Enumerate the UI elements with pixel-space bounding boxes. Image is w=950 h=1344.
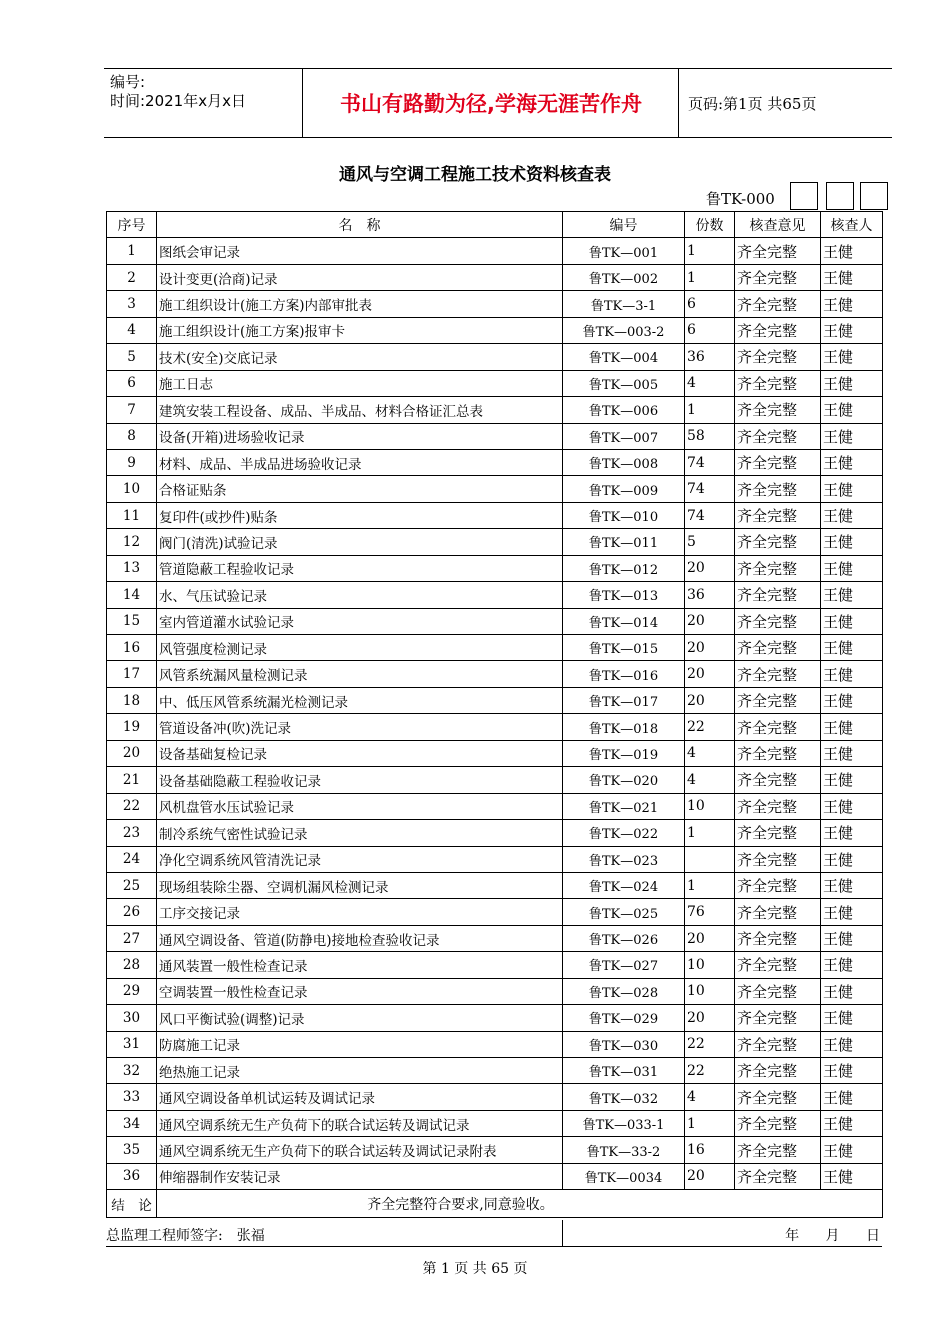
row-copies: 10 <box>685 793 735 819</box>
row-checker: 王健 <box>821 635 883 661</box>
row-copies: 76 <box>685 899 735 925</box>
row-checker: 王健 <box>821 423 883 449</box>
row-index: 17 <box>107 661 157 687</box>
table-row <box>107 264 883 290</box>
row-copies <box>685 846 735 872</box>
row-opinion: 齐全完整 <box>735 317 821 343</box>
row-name: 通风装置一般性检查记录 <box>157 952 563 978</box>
row-checker: 王健 <box>821 238 883 264</box>
row-name: 阀门(清洗)试验记录 <box>157 529 563 555</box>
header-motto: 书山有路勤为径,学海无涯苦作舟 <box>340 92 642 116</box>
table-row <box>107 978 883 1004</box>
row-code: 鲁TK—032 <box>563 1084 685 1110</box>
row-name: 风机盘管水压试验记录 <box>157 793 563 819</box>
table-row <box>107 1058 883 1084</box>
row-code: 鲁TK—010 <box>563 502 685 528</box>
row-index: 25 <box>107 872 157 898</box>
row-index: 28 <box>107 952 157 978</box>
row-index: 21 <box>107 767 157 793</box>
row-name: 室内管道灌水试验记录 <box>157 608 563 634</box>
signature-row <box>106 1220 882 1247</box>
row-name: 设计变更(洽商)记录 <box>157 264 563 290</box>
row-opinion: 齐全完整 <box>735 820 821 846</box>
row-code: 鲁TK—002 <box>563 264 685 290</box>
row-checker: 王健 <box>821 1110 883 1136</box>
document-header <box>104 68 892 138</box>
table-row <box>107 714 883 740</box>
row-index: 30 <box>107 1005 157 1031</box>
row-copies: 22 <box>685 1058 735 1084</box>
row-copies: 6 <box>685 291 735 317</box>
row-name: 图纸会审记录 <box>157 238 563 264</box>
row-copies: 36 <box>685 344 735 370</box>
row-copies: 1 <box>685 872 735 898</box>
row-checker: 王健 <box>821 370 883 396</box>
row-index: 22 <box>107 793 157 819</box>
table-row <box>107 397 883 423</box>
row-code: 鲁TK—015 <box>563 635 685 661</box>
row-opinion: 齐全完整 <box>735 952 821 978</box>
row-code: 鲁TK—3-1 <box>563 291 685 317</box>
row-code: 鲁TK—009 <box>563 476 685 502</box>
row-name: 设备(开箱)进场验收记录 <box>157 423 563 449</box>
row-copies: 1 <box>685 397 735 423</box>
row-copies: 5 <box>685 529 735 555</box>
row-name: 合格证贴条 <box>157 476 563 502</box>
row-index: 36 <box>107 1163 157 1189</box>
row-copies: 4 <box>685 370 735 396</box>
row-opinion: 齐全完整 <box>735 291 821 317</box>
signature-date: 年 月 日 <box>785 1228 880 1244</box>
row-code: 鲁TK—004 <box>563 344 685 370</box>
table-row <box>107 1084 883 1110</box>
header-meta <box>110 73 300 111</box>
row-index: 2 <box>107 264 157 290</box>
table-row <box>107 767 883 793</box>
row-code: 鲁TK—005 <box>563 370 685 396</box>
row-index: 1 <box>107 238 157 264</box>
row-opinion: 齐全完整 <box>735 872 821 898</box>
row-code: 鲁TK—027 <box>563 952 685 978</box>
col-header-opinion: 核查意见 <box>735 212 821 238</box>
table-row <box>107 370 883 396</box>
row-opinion: 齐全完整 <box>735 608 821 634</box>
row-name: 防腐施工记录 <box>157 1031 563 1057</box>
row-code: 鲁TK—030 <box>563 1031 685 1057</box>
table-row <box>107 635 883 661</box>
row-copies: 74 <box>685 476 735 502</box>
row-opinion: 齐全完整 <box>735 1031 821 1057</box>
row-opinion: 齐全完整 <box>735 714 821 740</box>
row-name: 管道设备冲(吹)洗记录 <box>157 714 563 740</box>
row-copies: 22 <box>685 714 735 740</box>
table-row <box>107 925 883 951</box>
col-header-code: 编号 <box>563 212 685 238</box>
row-opinion: 齐全完整 <box>735 1163 821 1189</box>
row-name: 施工日志 <box>157 370 563 396</box>
row-index: 35 <box>107 1137 157 1163</box>
row-code: 鲁TK—001 <box>563 238 685 264</box>
row-name: 通风空调设备、管道(防静电)接地检查验收记录 <box>157 925 563 951</box>
table-row <box>107 1031 883 1057</box>
row-copies: 10 <box>685 978 735 1004</box>
header-divider <box>302 69 303 137</box>
row-opinion: 齐全完整 <box>735 767 821 793</box>
table-row <box>107 1110 883 1136</box>
table-row <box>107 555 883 581</box>
row-copies: 20 <box>685 925 735 951</box>
row-opinion: 齐全完整 <box>735 397 821 423</box>
row-checker: 王健 <box>821 397 883 423</box>
row-opinion: 齐全完整 <box>735 582 821 608</box>
row-opinion: 齐全完整 <box>735 344 821 370</box>
row-name: 施工组织设计(施工方案)报审卡 <box>157 317 563 343</box>
table-row <box>107 344 883 370</box>
row-name: 风管系统漏风量检测记录 <box>157 661 563 687</box>
row-name: 中、低压风管系统漏光检测记录 <box>157 687 563 713</box>
row-copies: 20 <box>685 661 735 687</box>
row-index: 18 <box>107 687 157 713</box>
row-checker: 王健 <box>821 978 883 1004</box>
row-code: 鲁TK—019 <box>563 740 685 766</box>
table-row <box>107 1005 883 1031</box>
row-code: 鲁TK—008 <box>563 449 685 475</box>
table-row <box>107 502 883 528</box>
row-name: 空调装置一般性检查记录 <box>157 978 563 1004</box>
row-checker: 王健 <box>821 502 883 528</box>
row-opinion: 齐全完整 <box>735 264 821 290</box>
table-row <box>107 1137 883 1163</box>
row-opinion: 齐全完整 <box>735 925 821 951</box>
row-code: 鲁TK—023 <box>563 846 685 872</box>
row-checker: 王健 <box>821 687 883 713</box>
row-checker: 王健 <box>821 608 883 634</box>
row-opinion: 齐全完整 <box>735 1005 821 1031</box>
row-opinion: 齐全完整 <box>735 687 821 713</box>
check-table <box>106 211 883 1218</box>
table-row <box>107 529 883 555</box>
row-opinion: 齐全完整 <box>735 793 821 819</box>
row-index: 32 <box>107 1058 157 1084</box>
row-checker: 王健 <box>821 661 883 687</box>
row-index: 6 <box>107 370 157 396</box>
row-copies: 58 <box>685 423 735 449</box>
conclusion-text: 齐全完整符合要求,同意验收。 <box>157 1190 883 1218</box>
row-name: 制冷系统气密性试验记录 <box>157 820 563 846</box>
row-index: 11 <box>107 502 157 528</box>
row-opinion: 齐全完整 <box>735 1084 821 1110</box>
table-row <box>107 476 883 502</box>
table-row <box>107 449 883 475</box>
row-copies: 20 <box>685 555 735 581</box>
code-box <box>860 182 888 210</box>
time-label: 时间:2021年x月x日 <box>110 92 246 110</box>
row-name: 技术(安全)交底记录 <box>157 344 563 370</box>
row-index: 13 <box>107 555 157 581</box>
table-row <box>107 952 883 978</box>
row-opinion: 齐全完整 <box>735 635 821 661</box>
row-checker: 王健 <box>821 714 883 740</box>
row-checker: 王健 <box>821 1005 883 1031</box>
row-index: 15 <box>107 608 157 634</box>
row-copies: 4 <box>685 767 735 793</box>
row-checker: 王健 <box>821 846 883 872</box>
row-checker: 王健 <box>821 952 883 978</box>
conclusion-label: 结 论 <box>107 1190 157 1218</box>
row-name: 施工组织设计(施工方案)内部审批表 <box>157 291 563 317</box>
row-code: 鲁TK—028 <box>563 978 685 1004</box>
number-label: 编号: <box>110 73 146 91</box>
row-copies: 4 <box>685 740 735 766</box>
row-opinion: 齐全完整 <box>735 740 821 766</box>
row-index: 24 <box>107 846 157 872</box>
row-index: 14 <box>107 582 157 608</box>
row-copies: 20 <box>685 687 735 713</box>
row-index: 20 <box>107 740 157 766</box>
row-code: 鲁TK—018 <box>563 714 685 740</box>
row-checker: 王健 <box>821 291 883 317</box>
row-index: 27 <box>107 925 157 951</box>
table-row <box>107 793 883 819</box>
code-box <box>790 182 818 210</box>
table-row <box>107 608 883 634</box>
row-name: 建筑安装工程设备、成品、半成品、材料合格证汇总表 <box>157 397 563 423</box>
page-footer: 第 1 页 共 65 页 <box>422 1261 528 1277</box>
row-index: 3 <box>107 291 157 317</box>
row-name: 通风空调设备单机试运转及调试记录 <box>157 1084 563 1110</box>
row-name: 管道隐蔽工程验收记录 <box>157 555 563 581</box>
row-opinion: 齐全完整 <box>735 423 821 449</box>
table-row <box>107 423 883 449</box>
row-code: 鲁TK—007 <box>563 423 685 449</box>
row-code: 鲁TK—022 <box>563 820 685 846</box>
row-code: 鲁TK—013 <box>563 582 685 608</box>
table-row <box>107 872 883 898</box>
table-row <box>107 899 883 925</box>
row-name: 设备基础复检记录 <box>157 740 563 766</box>
row-checker: 王健 <box>821 1137 883 1163</box>
row-index: 23 <box>107 820 157 846</box>
row-opinion: 齐全完整 <box>735 370 821 396</box>
row-checker: 王健 <box>821 317 883 343</box>
row-checker: 王健 <box>821 1163 883 1189</box>
row-opinion: 齐全完整 <box>735 899 821 925</box>
row-checker: 王健 <box>821 793 883 819</box>
row-index: 33 <box>107 1084 157 1110</box>
row-code: 鲁TK—033-1 <box>563 1110 685 1136</box>
code-box <box>826 182 854 210</box>
document-title: 通风与空调工程施工技术资料核查表 <box>339 165 611 185</box>
row-name: 伸缩器制作安装记录 <box>157 1163 563 1189</box>
col-header-checker: 核查人 <box>821 212 883 238</box>
row-index: 7 <box>107 397 157 423</box>
row-code: 鲁TK—016 <box>563 661 685 687</box>
row-copies: 20 <box>685 635 735 661</box>
row-opinion: 齐全完整 <box>735 502 821 528</box>
row-index: 34 <box>107 1110 157 1136</box>
row-name: 现场组装除尘器、空调机漏风检测记录 <box>157 872 563 898</box>
row-name: 材料、成品、半成品进场验收记录 <box>157 449 563 475</box>
row-index: 29 <box>107 978 157 1004</box>
row-opinion: 齐全完整 <box>735 238 821 264</box>
row-index: 16 <box>107 635 157 661</box>
row-copies: 74 <box>685 449 735 475</box>
row-name: 复印件(或抄件)贴条 <box>157 502 563 528</box>
row-checker: 王健 <box>821 264 883 290</box>
row-code: 鲁TK—006 <box>563 397 685 423</box>
row-index: 10 <box>107 476 157 502</box>
row-checker: 王健 <box>821 767 883 793</box>
table-row <box>107 238 883 264</box>
table-body <box>107 238 883 1190</box>
row-copies: 20 <box>685 1163 735 1189</box>
row-opinion: 齐全完整 <box>735 846 821 872</box>
row-checker: 王健 <box>821 344 883 370</box>
header-page-label: 页码:第1页 共65页 <box>688 94 817 113</box>
row-index: 12 <box>107 529 157 555</box>
row-copies: 6 <box>685 317 735 343</box>
row-opinion: 齐全完整 <box>735 449 821 475</box>
row-copies: 36 <box>685 582 735 608</box>
col-header-copies: 份数 <box>685 212 735 238</box>
header-divider <box>678 69 679 137</box>
table-header-row <box>107 212 883 238</box>
row-code: 鲁TK—021 <box>563 793 685 819</box>
row-checker: 王健 <box>821 476 883 502</box>
row-copies: 20 <box>685 608 735 634</box>
form-code-row <box>680 182 892 212</box>
row-code: 鲁TK—020 <box>563 767 685 793</box>
row-index: 19 <box>107 714 157 740</box>
row-opinion: 齐全完整 <box>735 661 821 687</box>
row-copies: 1 <box>685 238 735 264</box>
row-copies: 4 <box>685 1084 735 1110</box>
row-index: 9 <box>107 449 157 475</box>
row-checker: 王健 <box>821 872 883 898</box>
row-checker: 王健 <box>821 740 883 766</box>
row-code: 鲁TK—012 <box>563 555 685 581</box>
row-checker: 王健 <box>821 529 883 555</box>
row-index: 31 <box>107 1031 157 1057</box>
row-name: 风口平衡试验(调整)记录 <box>157 1005 563 1031</box>
table-row <box>107 846 883 872</box>
conclusion-row <box>107 1190 883 1218</box>
row-name: 设备基础隐蔽工程验收记录 <box>157 767 563 793</box>
signature-divider <box>562 1220 563 1246</box>
row-checker: 王健 <box>821 1031 883 1057</box>
row-checker: 王健 <box>821 1084 883 1110</box>
row-code: 鲁TK—33-2 <box>563 1137 685 1163</box>
row-code: 鲁TK—003-2 <box>563 317 685 343</box>
row-opinion: 齐全完整 <box>735 1058 821 1084</box>
row-code: 鲁TK—0034 <box>563 1163 685 1189</box>
row-code: 鲁TK—031 <box>563 1058 685 1084</box>
row-code: 鲁TK—026 <box>563 925 685 951</box>
row-name: 通风空调系统无生产负荷下的联合试运转及调试记录 <box>157 1110 563 1136</box>
row-opinion: 齐全完整 <box>735 1110 821 1136</box>
row-index: 26 <box>107 899 157 925</box>
row-checker: 王健 <box>821 1058 883 1084</box>
row-code: 鲁TK—025 <box>563 899 685 925</box>
row-copies: 10 <box>685 952 735 978</box>
row-opinion: 齐全完整 <box>735 1137 821 1163</box>
row-code: 鲁TK—011 <box>563 529 685 555</box>
row-name: 风管强度检测记录 <box>157 635 563 661</box>
row-opinion: 齐全完整 <box>735 529 821 555</box>
row-checker: 王健 <box>821 555 883 581</box>
form-code: 鲁TK-000 <box>706 190 775 208</box>
row-copies: 16 <box>685 1137 735 1163</box>
table-row <box>107 291 883 317</box>
row-checker: 王健 <box>821 582 883 608</box>
row-name: 水、气压试验记录 <box>157 582 563 608</box>
row-index: 5 <box>107 344 157 370</box>
row-copies: 1 <box>685 820 735 846</box>
row-code: 鲁TK—017 <box>563 687 685 713</box>
table-row <box>107 740 883 766</box>
row-opinion: 齐全完整 <box>735 476 821 502</box>
row-code: 鲁TK—029 <box>563 1005 685 1031</box>
row-copies: 22 <box>685 1031 735 1057</box>
row-checker: 王健 <box>821 449 883 475</box>
table-row <box>107 661 883 687</box>
row-name: 绝热施工记录 <box>157 1058 563 1084</box>
row-checker: 王健 <box>821 820 883 846</box>
row-checker: 王健 <box>821 899 883 925</box>
table-row <box>107 582 883 608</box>
row-index: 8 <box>107 423 157 449</box>
row-copies: 74 <box>685 502 735 528</box>
col-header-index: 序号 <box>107 212 157 238</box>
row-opinion: 齐全完整 <box>735 555 821 581</box>
row-copies: 1 <box>685 264 735 290</box>
row-code: 鲁TK—014 <box>563 608 685 634</box>
table-row <box>107 1163 883 1189</box>
row-opinion: 齐全完整 <box>735 978 821 1004</box>
table-row <box>107 317 883 343</box>
row-name: 工序交接记录 <box>157 899 563 925</box>
row-index: 4 <box>107 317 157 343</box>
row-copies: 20 <box>685 1005 735 1031</box>
row-name: 通风空调系统无生产负荷下的联合试运转及调试记录附表 <box>157 1137 563 1163</box>
row-checker: 王健 <box>821 925 883 951</box>
table-row <box>107 820 883 846</box>
row-name: 净化空调系统风管清洗记录 <box>157 846 563 872</box>
row-copies: 1 <box>685 1110 735 1136</box>
table-row <box>107 687 883 713</box>
signature-label: 总监理工程师签字: 张福 <box>106 1228 265 1244</box>
row-code: 鲁TK—024 <box>563 872 685 898</box>
col-header-name: 名 称 <box>157 212 563 238</box>
